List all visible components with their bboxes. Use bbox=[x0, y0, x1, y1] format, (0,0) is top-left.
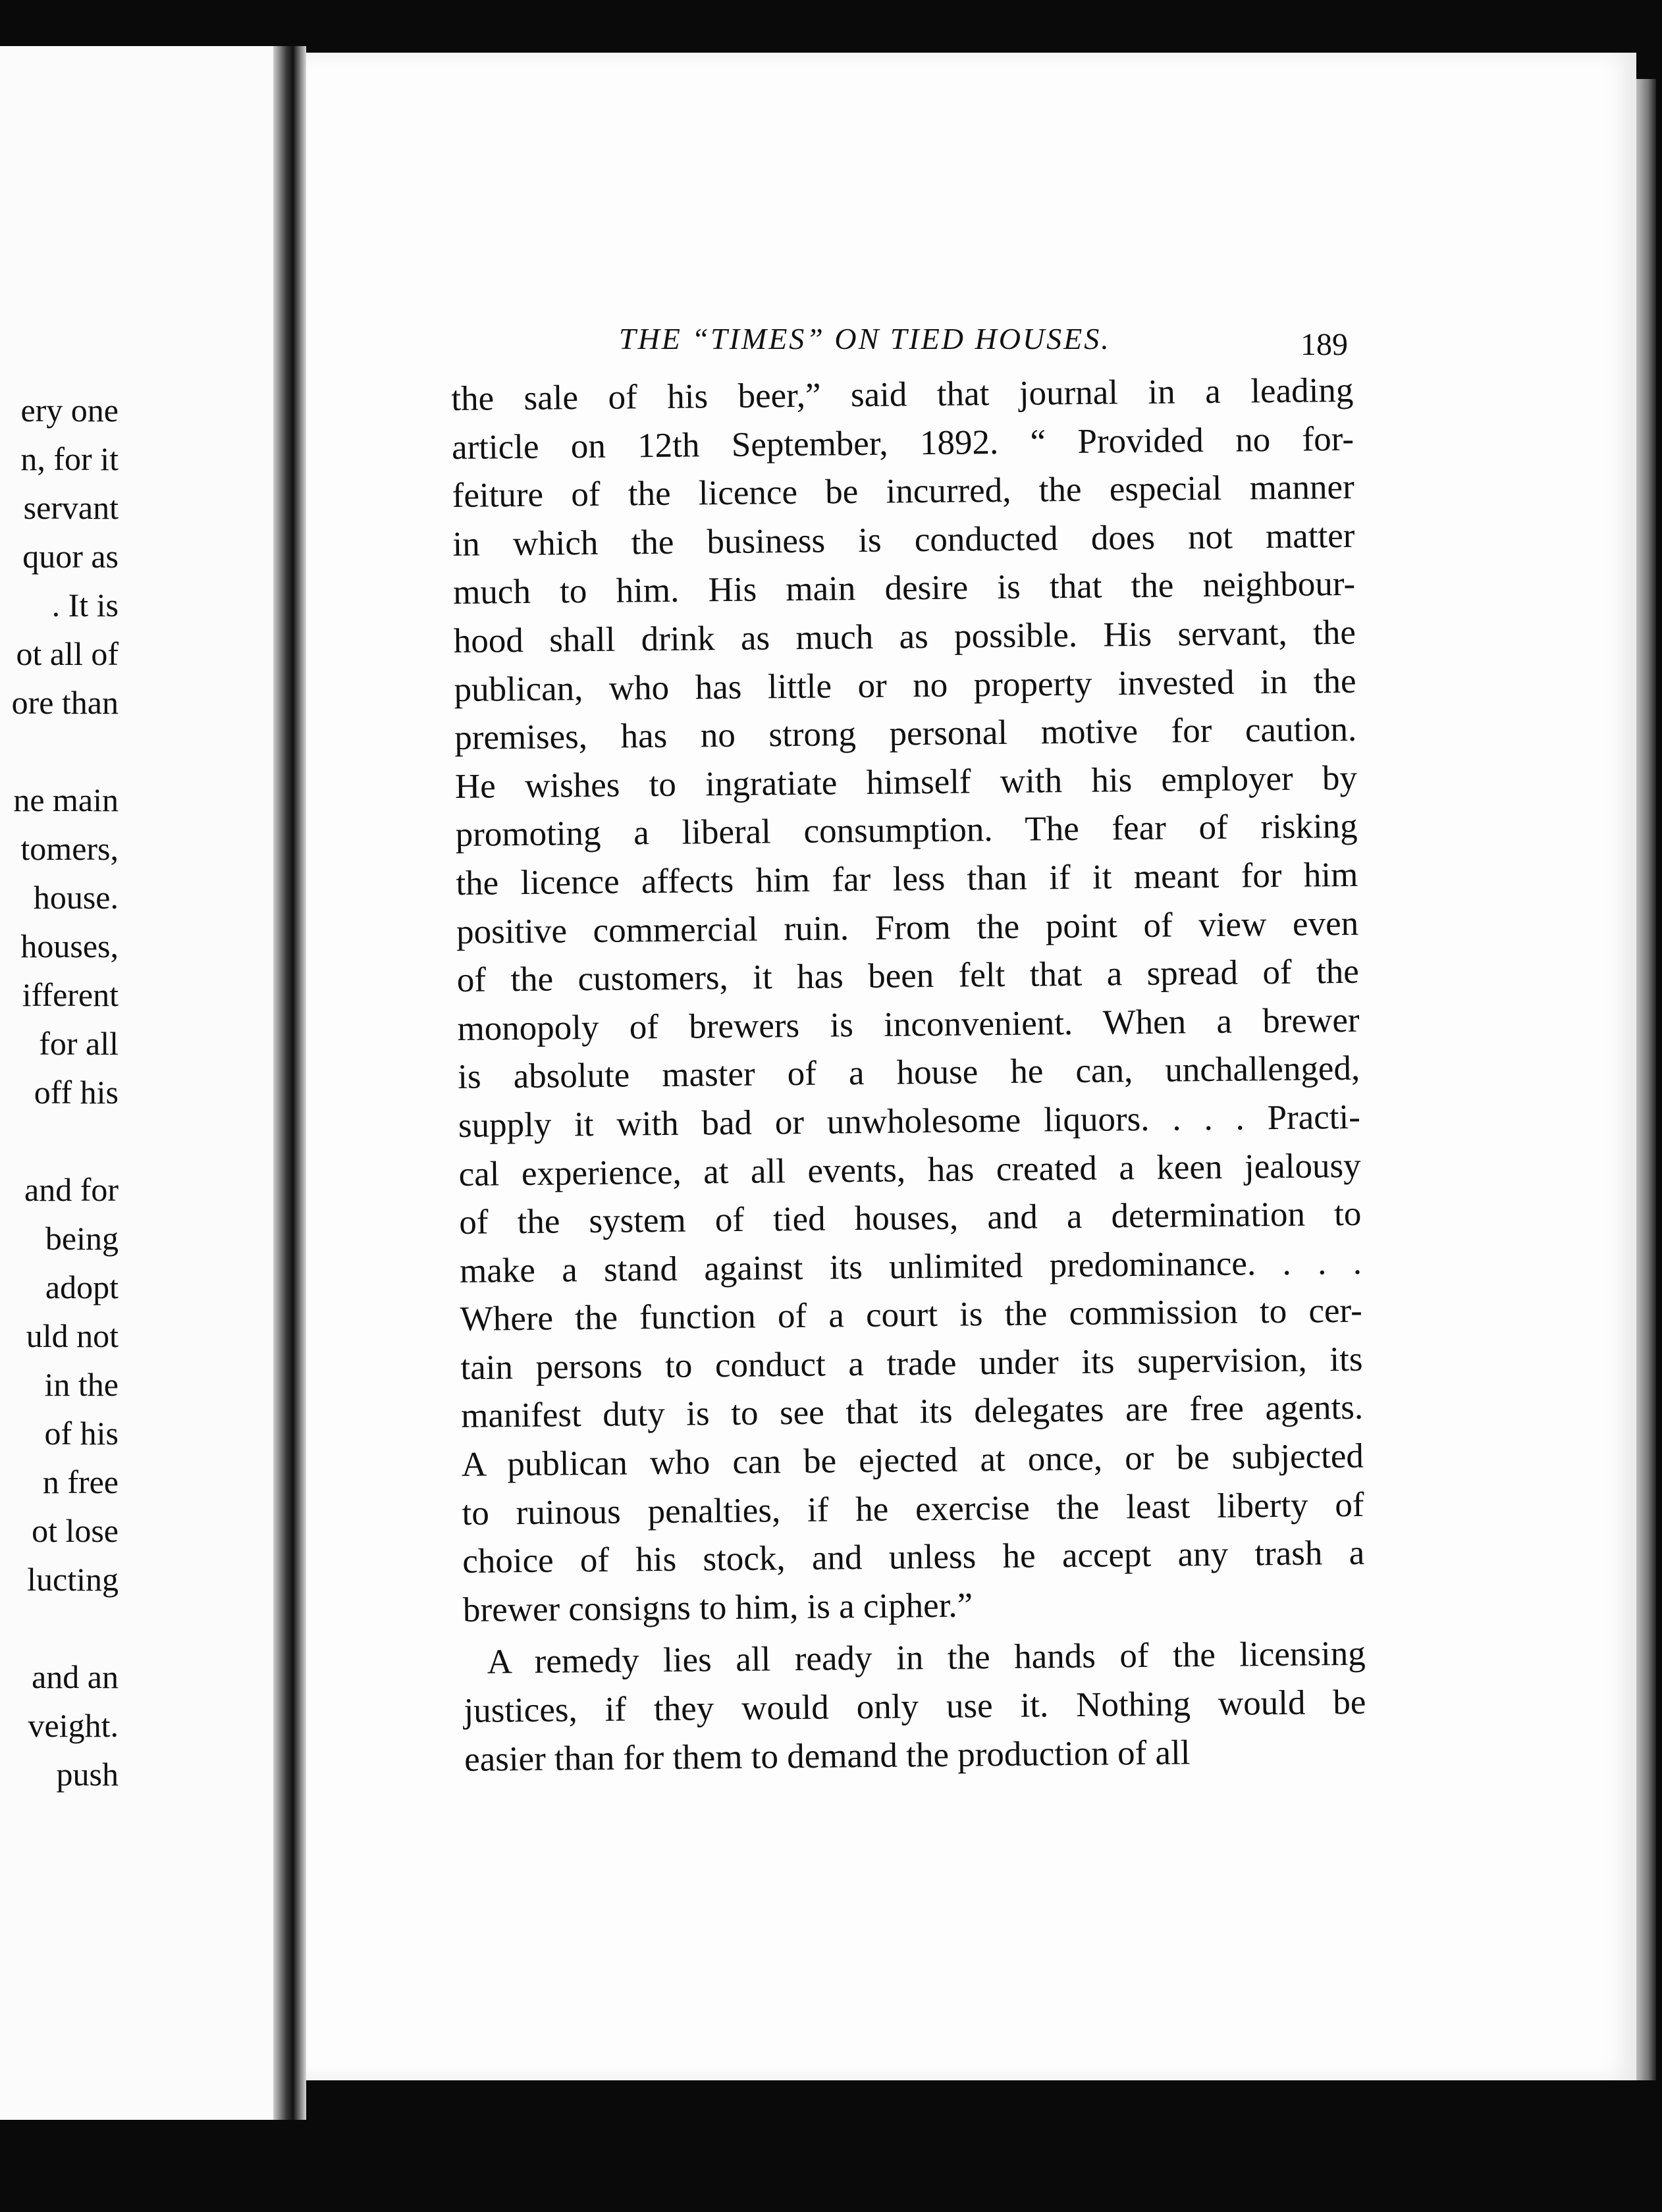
page-edge bbox=[1636, 79, 1656, 2080]
text-line: manifest duty is to see that its delegates are free agents. bbox=[460, 1388, 1364, 1436]
text-line: article on 12th September, 1892. “ Provided no for- bbox=[451, 419, 1354, 467]
left-page-line-fragment: tomers, bbox=[20, 830, 119, 867]
body-text bbox=[451, 367, 1366, 1784]
left-page-line-fragment: ot lose bbox=[32, 1512, 119, 1549]
text-line: brewer consigns to him, is a cipher.” bbox=[462, 1586, 973, 1629]
left-page-line-fragment: . It is bbox=[51, 587, 119, 623]
left-page-text-column bbox=[0, 46, 119, 2120]
text-line: tain persons to conduct a trade under its supervision, its bbox=[460, 1340, 1363, 1387]
text-line: of the system of tied houses, and a determination to bbox=[459, 1194, 1362, 1242]
left-page-line-fragment: n free bbox=[42, 1463, 119, 1500]
text-line: is absolute master of a house he can, unchallenged, bbox=[457, 1049, 1360, 1097]
text-line: easier than for them to demand the production of all bbox=[464, 1733, 1191, 1779]
text-line: to ruinous penalties, if he exercise the least liberty of bbox=[462, 1485, 1364, 1533]
running-head: THE “TIMES” ON TIED HOUSES. bbox=[619, 322, 1111, 356]
text-line: He wishes to ingratiate himself with his employer by bbox=[454, 758, 1358, 806]
left-page-line-fragment: servant bbox=[23, 489, 119, 526]
text-line: A publican who can be ejected at once, or be subjected bbox=[461, 1436, 1364, 1484]
left-page-line-fragment: ot all of bbox=[16, 635, 119, 672]
text-line: make a stand against its unlimited predominance. . . . bbox=[459, 1243, 1362, 1290]
text-line: Where the function of a court is the commission to cer- bbox=[460, 1292, 1362, 1339]
left-page-line-fragment: off his bbox=[34, 1074, 119, 1111]
left-page-line-fragment: lucting bbox=[27, 1561, 119, 1598]
left-page-line-fragment: n, for it bbox=[20, 440, 119, 477]
left-page-line-fragment: house. bbox=[33, 879, 119, 916]
paragraph-2 bbox=[463, 1630, 1366, 1784]
text-line: the licence affects him far less than if it meant for him bbox=[456, 855, 1358, 903]
left-page-line-fragment: ifferent bbox=[22, 976, 119, 1013]
text-line: of the customers, it has been felt that a spread of the bbox=[456, 952, 1360, 1000]
book-gutter bbox=[273, 46, 306, 2120]
text-line: cal experience, at all events, has created a keen jealousy bbox=[458, 1146, 1361, 1194]
left-page-line-fragment: and an bbox=[32, 1658, 119, 1695]
right-page bbox=[306, 53, 1636, 2080]
left-page-line-fragment: veight. bbox=[28, 1707, 119, 1744]
text-line: in which the business is conducted does not matter bbox=[452, 516, 1355, 564]
text-line: choice of his stock, and unless he accept any trash a bbox=[462, 1534, 1365, 1581]
left-page-line-fragment: houses, bbox=[20, 928, 119, 964]
paragraph-1 bbox=[451, 367, 1365, 1635]
text-line: hood shall drink as much as possible. His servant, the bbox=[453, 613, 1356, 660]
left-page-line-fragment: being bbox=[45, 1220, 119, 1257]
left-page-line-fragment: ne main bbox=[13, 781, 119, 818]
left-page-line-fragment: adopt bbox=[45, 1269, 119, 1305]
page-number: 189 bbox=[1300, 327, 1348, 362]
text-line: supply it with bad or unwholesome liquors. . . . Practi- bbox=[458, 1097, 1361, 1145]
text-line: the sale of his beer,” said that journal in a leading bbox=[451, 371, 1354, 418]
left-page-line-fragment: for all bbox=[39, 1025, 119, 1062]
text-line: A remedy lies all ready in the hands of the licensing bbox=[487, 1635, 1366, 1682]
text-line: justices, if they would only use it. Nothing would be bbox=[464, 1683, 1366, 1730]
text-line: much to him. His main desire is that the neighbour- bbox=[452, 565, 1356, 612]
left-page-line-fragment: and for bbox=[24, 1171, 119, 1208]
left-page-line-fragment: push bbox=[56, 1756, 119, 1793]
text-line: positive commercial ruin. From the point of view even bbox=[456, 904, 1359, 951]
left-page bbox=[0, 46, 273, 2120]
text-line: feiture of the licence be incurred, the especial manner bbox=[452, 468, 1354, 515]
text-line: publican, who has little or no property invested in the bbox=[454, 662, 1356, 709]
left-page-line-fragment: uld not bbox=[26, 1317, 119, 1354]
left-page-line-fragment: quor as bbox=[22, 538, 119, 575]
left-page-line-fragment: in the bbox=[44, 1366, 119, 1403]
text-line: promoting a liberal consumption. The fear of risking bbox=[455, 807, 1358, 855]
left-page-line-fragment: ore than bbox=[11, 684, 119, 721]
left-page-line-fragment: ery one bbox=[20, 392, 119, 429]
text-line: premises, has no strong personal motive for caution. bbox=[454, 710, 1357, 758]
left-page-line-fragment: of his bbox=[44, 1415, 119, 1452]
text-line: monopoly of brewers is inconvenient. When a brewer bbox=[457, 1001, 1360, 1048]
